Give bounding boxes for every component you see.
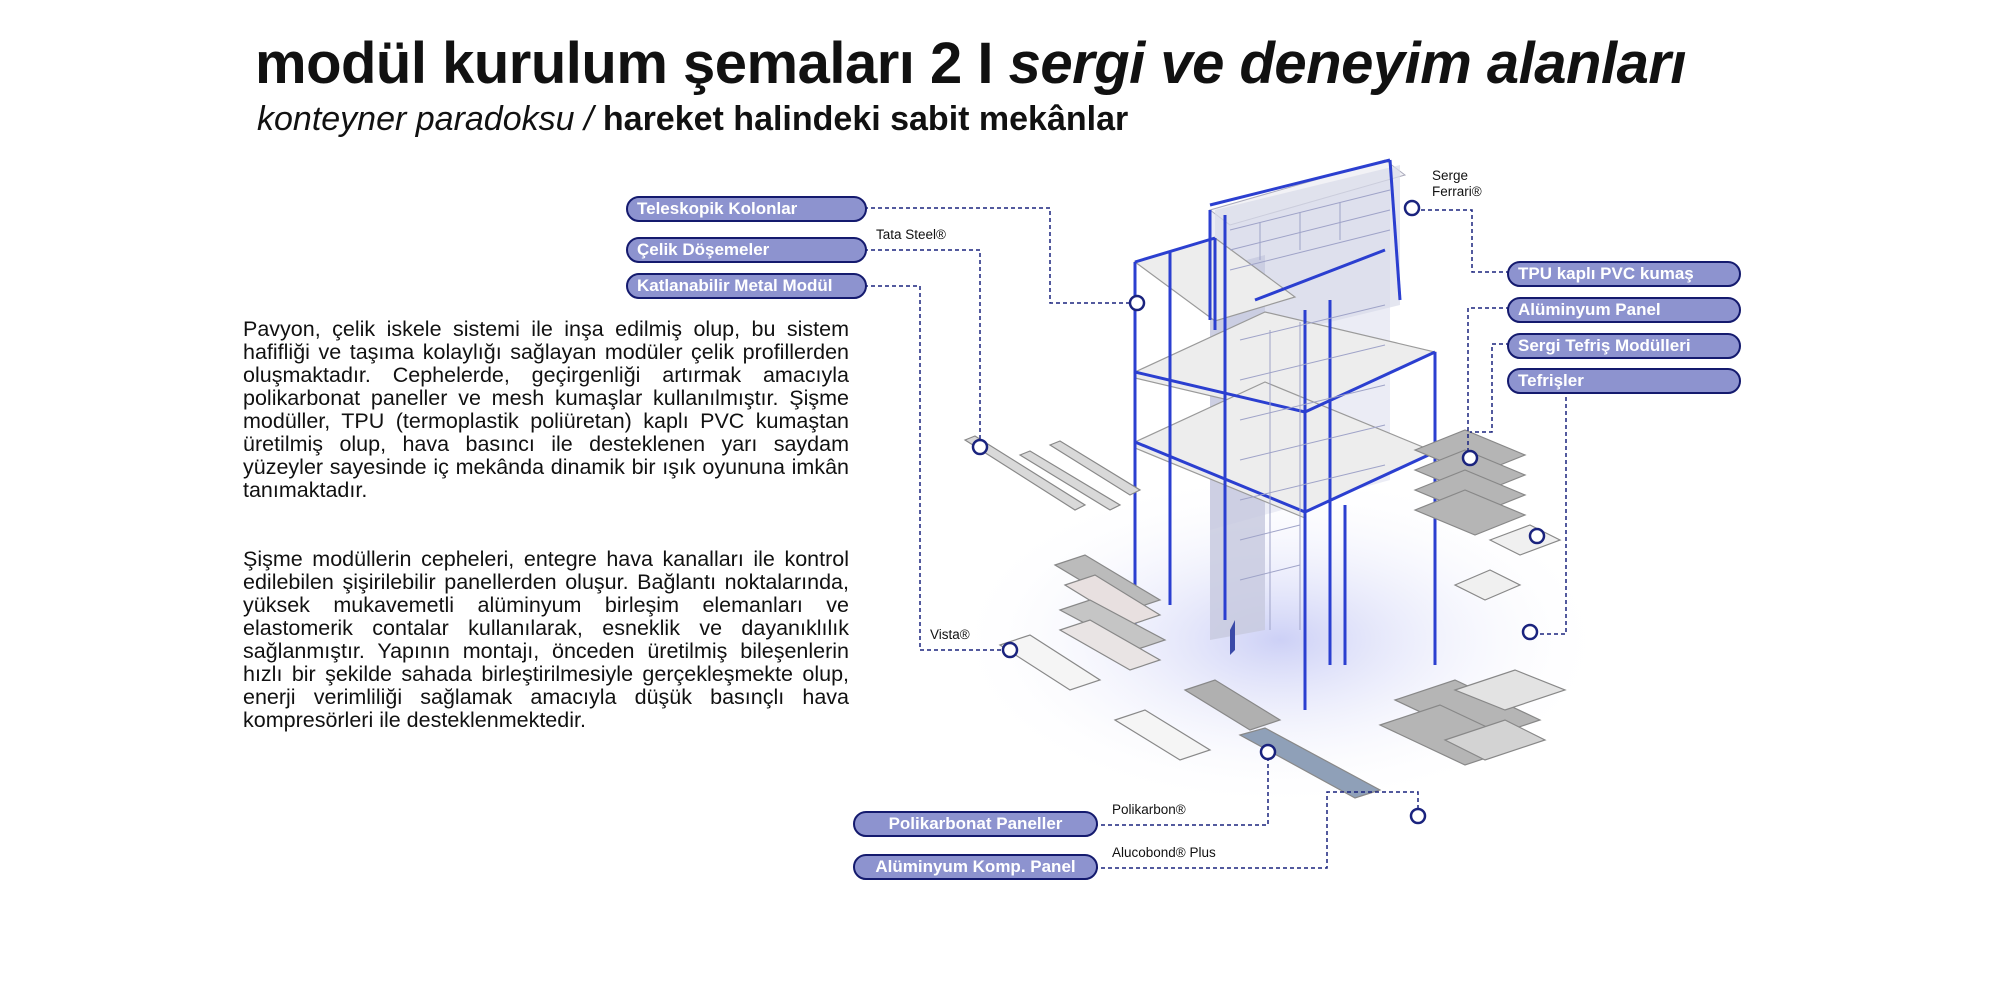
label-katlanabilir-metal-modul: Katlanabilir Metal Modül bbox=[626, 273, 867, 299]
label-aluminyum-panel: Alüminyum Panel bbox=[1507, 297, 1741, 323]
subtitle-bold: hareket halindeki sabit mekânlar bbox=[602, 100, 1129, 138]
title-italic: sergi ve deneyim alanları bbox=[1008, 31, 1687, 96]
label-tpu-pvc-kumas: TPU kaplı PVC kumaş bbox=[1507, 261, 1741, 287]
brand-serge-ferrari bbox=[1432, 168, 1482, 200]
brand-tata-steel: Tata Steel® bbox=[876, 227, 946, 242]
label-teleskopik-kolonlar: Teleskopik Kolonlar bbox=[626, 196, 867, 222]
brand-alucobond-plus: Alucobond® Plus bbox=[1112, 845, 1216, 860]
label-sergi-tefris-modulleri: Sergi Tefriş Modülleri bbox=[1507, 333, 1741, 359]
brand-serge-line1: Serge bbox=[1432, 168, 1469, 183]
brand-polikarbon: Polikarbon® bbox=[1112, 802, 1186, 817]
title-main: modül kurulum şemaları 2 I bbox=[255, 31, 1009, 96]
label-celik-dosemeler: Çelik Döşemeler bbox=[626, 237, 867, 263]
description-paragraph-1: Pavyon, çelik iskele sistemi ile inşa edilmiş olup, bu sistem hafifliği ve taşıma kolaylığı sağlayan modüler çelik profillerden oluşmaktadır. Cephelerde, geçirgenliği artırmak amacıyla polikarbonat paneller ve mesh kumaşlar kullanılmıştır. Şişme modüller, TPU (termoplastik poliüretan) kaplı PVC kumaştan üretilmiş olup, hava basıncı ile desteklenen yarı saydam yüzeyler sayesinde iç mekânda dinamik bir ışık oyununa imkân tanımaktadır. bbox=[243, 317, 849, 502]
brand-serge-line2: Ferrari® bbox=[1432, 184, 1482, 199]
brand-vista: Vista® bbox=[930, 627, 970, 642]
label-polikarbonat-paneller: Polikarbonat Paneller bbox=[853, 811, 1098, 837]
subtitle-italic: konteyner paradoksu / bbox=[257, 100, 603, 138]
description-paragraph-2: Şişme modüllerin cepheleri, entegre hava kanalları ile kontrol edilebilen şişirilebilir panellerden oluşur. Bağlantı noktalarında, yüksek mukavemetli alüminyum birleşim elemanları ve elastomerik contalar kullanılarak, esneklik ve dayanıklılık sağlanmıştır. Yapının montajı, önceden üretilmiş bileşenlerin hızlı bir şekilde sahada birleştirilmesiyle gerçekleşmekte olup, enerji verimliliği sağlamak amacıyla düşük basınçlı hava kompresörleri ile desteklenmektedir. bbox=[243, 547, 849, 732]
label-tefrisler: Tefrişler bbox=[1507, 368, 1741, 394]
label-aluminyum-komp-panel: Alüminyum Komp. Panel bbox=[853, 854, 1098, 880]
